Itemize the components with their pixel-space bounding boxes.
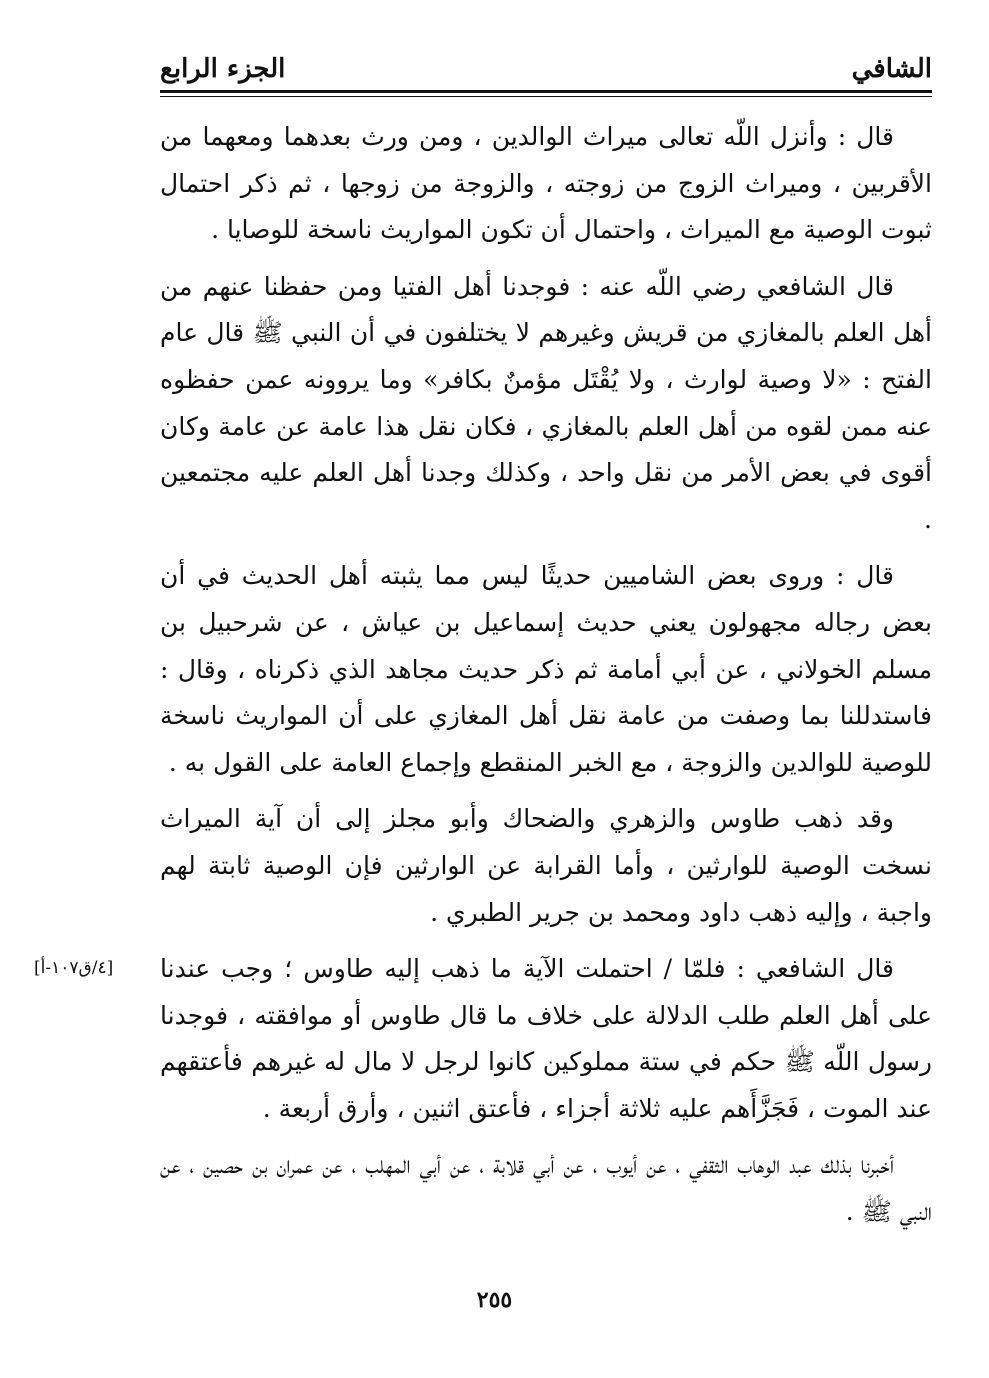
paragraph-6: أخبرنا بذلك عبد الوهاب الثقفي ، عن أيوب ، عن أبي قلابة ، عن أبي المهلب ، عن عمران بن حصين ، عن النبي ﷺ . [160,1150,932,1227]
running-header [160,40,932,92]
header-rule-thick [160,90,932,93]
paragraph-3: قال : وروى بعض الشاميين حديثًا ليس مما يثبته أهل الحديث في أن بعض رجاله مجهولون يعني حديث إسماعيل بن عياش ، عن شرحبيل بن مسلم الخولاني ، عن أبي أمامة ثم ذكر حديث مجاهد الذي ذكرناه ، وقال : فاستدللنا بما وصفت من عامة نقل أهل المغازي على أن المواريث ناسخة للوصية للوالدين والزوجة ، مع الخبر المنقطع وإجماع العامة على القول به . [160,561,932,777]
paragraph-5: قال الشافعي : فلمّا / احتملت الآية ما ذهب إليه طاوس ؛ وجب عندنا على أهل العلم طلب الدلالة على خلاف ما قال طاوس أو موافقته ، فوجدنا رسول اللّه ﷺ حكم في ستة مملوكين كانوا لرجل لا مال له غيرهم فأعتقهم عند الموت ، فَجَزَّأَهم عليه ثلاثة أجزاء ، فأعتق اثنين ، وأرق أربعة . [160,954,932,1123]
page-number: ٢٥٥ [476,1287,513,1313]
paragraph-5-wrapper [34,946,932,1132]
paragraph-1: قال : وأنزل اللّه تعالى ميراث الوالدين ، ومن ورث بعدهما ومعهما من الأقربين ، وميراث الزوج من زوجته ، والزوجة من زوجها ، ثم ذكر احتمال ثبوت الوصية مع الميراث ، واحتمال أن تكون المواريث ناسخة للوصايا . [160,122,932,245]
book-title: الشافي [851,54,932,84]
header-rule-thin [160,96,932,97]
main-text [34,114,933,1246]
paragraph-2: قال الشافعي رضي اللّه عنه : فوجدنا أهل الفتيا ومن حفظنا عنهم من أهل العلم بالمغازي من قريش وغيرهم لا يختلفون في أن النبي ﷺ قال عام الفتح : «لا وصية لوارث ، ولا يُقْتَل مؤمنٌ بكافر» وما يروونه عمن حفظوه عنه ممن لقوه من أهل العلم بالمغازي ، فكان نقل هذا عامة عن عامة وكان أقوى في بعض الأمر من نقل واحد ، وكذلك وجدنا أهل العلم عليه مجتمعين . [160,271,933,534]
manuscript-folio-ref: [٤/ق١٠٧-أ] [34,958,114,979]
paragraph-4: وقد ذهب طاوس والزهري والضحاك وأبو مجلز إلى أن آية الميراث نسخت الوصية للوارثين ، وأما القرابة عن الوارثين فإن الوصية ثابتة لهم واجبة ، وإليه ذهب داود ومحمد بن جرير الطبري . [160,804,932,927]
volume-label: الجزء الرابع [160,54,286,84]
